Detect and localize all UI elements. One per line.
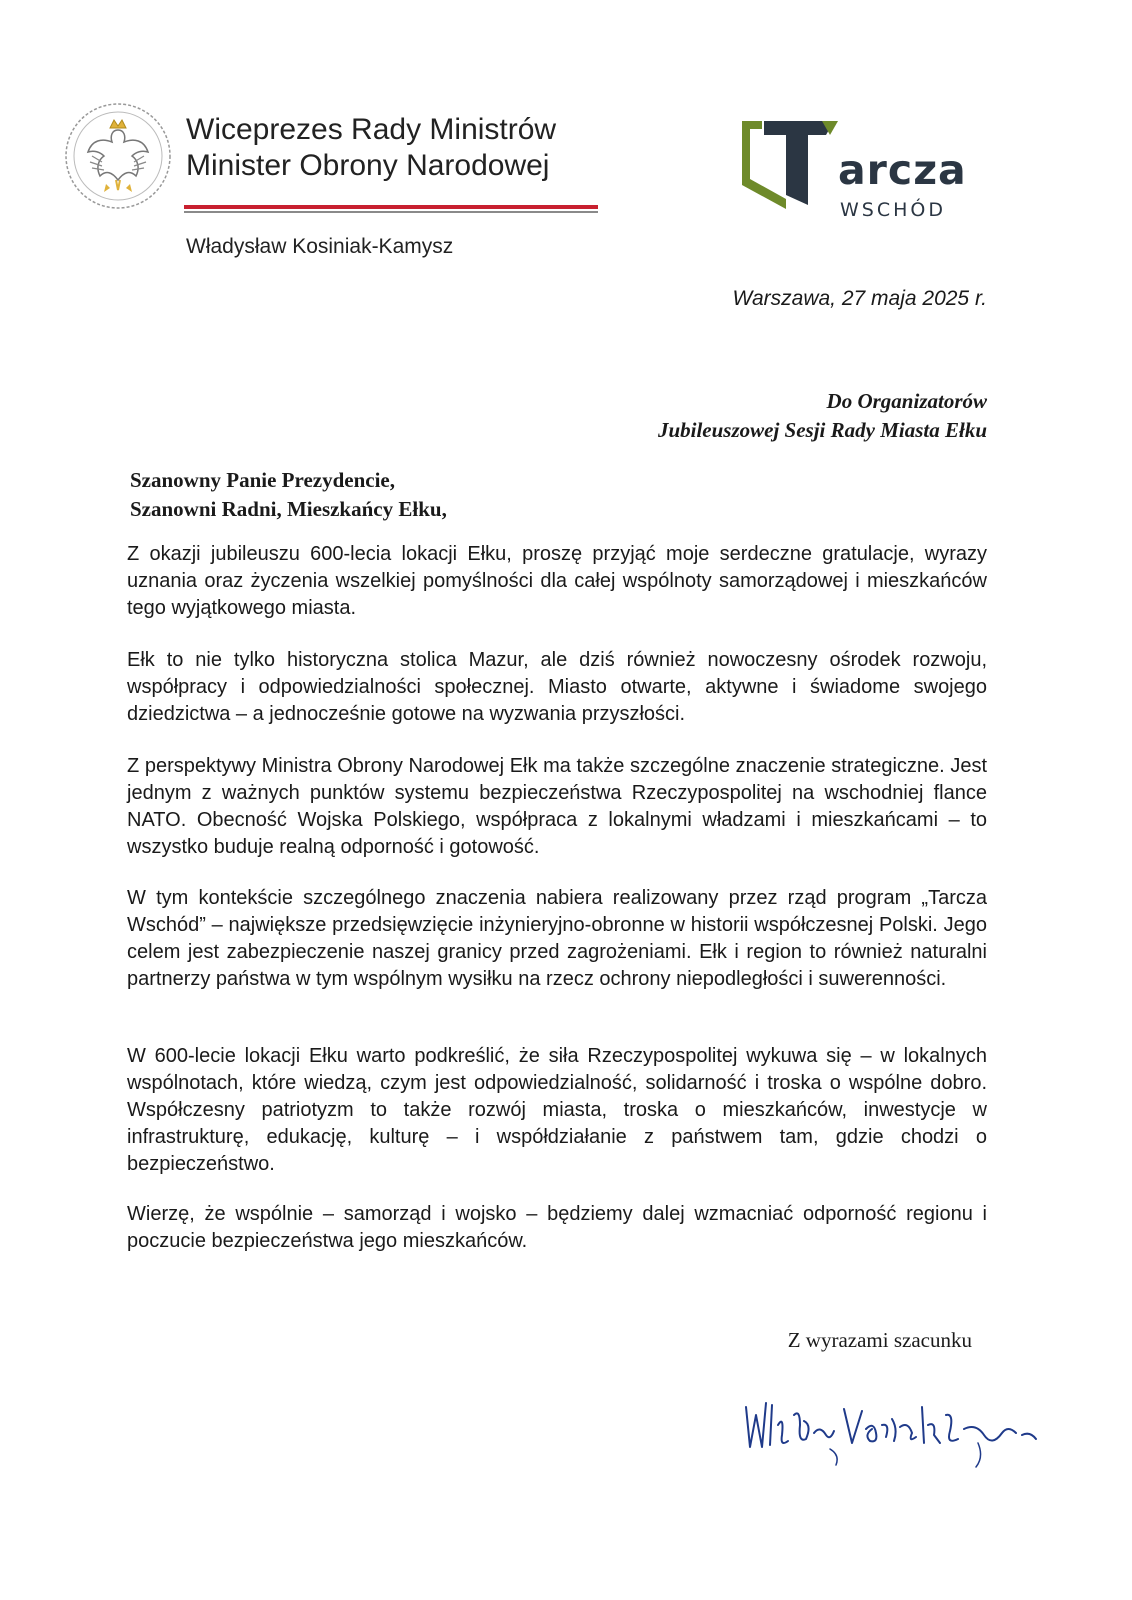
- header-name: Władysław Kosiniak-Kamysz: [186, 235, 454, 258]
- eagle-emblem-icon: [62, 100, 174, 212]
- paragraph: W tym kontekście szczególnego znaczenia nabiera realizowany przez rząd program „Tarcza Wschód” – największe przedsięwzięcie inżynieryjno-obronne w historii współczesnej Polski. Jego celem jest zabezpieczenie naszej granicy przed zagrożeniami. Ełk i region to również naturalni partnerzy państwa w tym wspólnym wysiłku na rzecz ochrony niepodległości i suwerenności.: [127, 887, 987, 990]
- header-rule-grey: [184, 211, 598, 213]
- addressee-line: Do Organizatorów: [826, 389, 987, 413]
- header-title-line2: Minister Obrony Narodowej: [186, 149, 550, 182]
- salutation: [130, 466, 447, 524]
- paragraph: W 600-lecie lokacji Ełku warto podkreślić, że siła Rzeczypospolitej wykuwa się – w lokalnych wspólnotach, które wiedzą, czym jest odpowiedzialność, solidarność i troska o wspólne dobro. Współczesny patriotyzm to także rozwój miasta, troska o mieszkańców, inwestycje w infrastrukturę, edukację, kulturę – i współdziałanie z państwem tam, gdzie chodzi o bezpieczeństwo.: [127, 1045, 987, 1175]
- logo-subtitle: WSCHÓD: [840, 199, 946, 221]
- paragraph: Z perspektywy Ministra Obrony Narodowej Ełk ma także szczególne znaczenie strategiczne. Jest jednym z ważnych punktów systemu bezpieczeństwa Rzeczypospolitej na wschodniej flance NATO. Obecność Wojska Polskiego, współpraca z lokalnymi władzami i mieszkańcami – to wszystko buduje realną odporność i gotowość.: [127, 755, 987, 858]
- salutation-line: Szanowni Radni, Mieszkańcy Ełku,: [130, 497, 447, 521]
- tarcza-logo-icon: [738, 115, 848, 215]
- closing: Z wyrazami szacunku: [787, 1328, 972, 1352]
- paragraph: Wierzę, że wspólnie – samorząd i wojsko – będziemy dalej wzmacniać odporność regionu i poczucie bezpieczeństwa jego mieszkańców.: [127, 1203, 987, 1252]
- addressee-line: Jubileuszowej Sesji Rady Miasta Ełku: [657, 418, 987, 442]
- handwritten-signature-icon: [740, 1385, 1050, 1475]
- header-rule-red: [184, 205, 598, 209]
- salutation-line: Szanowny Panie Prezydencie,: [130, 468, 396, 492]
- header-title-line1: Wiceprezes Rady Ministrów: [186, 113, 557, 146]
- paragraph: Z okazji jubileuszu 600-lecia lokacji Ełku, proszę przyjąć moje serdeczne gratulacje, wyrazy uznania oraz życzenia wszelkiej pomyślności dla całej wspólnoty samorządowej i mieszkańców tego wyjątkowego miasta.: [127, 543, 987, 619]
- letter-date: Warszawa, 27 maja 2025 r.: [732, 287, 987, 310]
- paragraph: Ełk to nie tylko historyczna stolica Mazur, ale dziś również nowoczesny ośrodek rozwoju, współpracy i odpowiedzialności społecznej. Miasto otwarte, aktywne i świadome swojego dziedzictwa – a jednocześnie gotowe na wyzwania przyszłości.: [127, 649, 987, 725]
- addressee: [658, 387, 987, 445]
- logo-wordmark: arcza: [838, 146, 967, 194]
- header-title: [186, 112, 556, 184]
